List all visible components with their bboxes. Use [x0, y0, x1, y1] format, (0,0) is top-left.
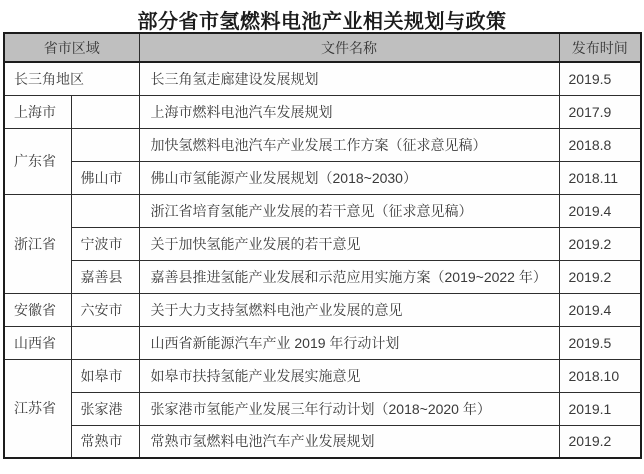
city-cell: [71, 326, 139, 359]
document-cell: 张家港市氢能产业发展三年行动计划（2018~2020 年）: [139, 392, 559, 425]
header-region: 省市区域: [4, 33, 139, 62]
table-row: [4, 161, 641, 194]
document-cell: 如皋市扶持氢能产业发展实施意见: [139, 359, 559, 392]
table-row: [4, 392, 641, 425]
city-cell: 宁波市: [71, 227, 139, 260]
city-cell: 张家港: [71, 392, 139, 425]
document-cell: 浙江省培育氢能产业发展的若干意见（征求意见稿）: [139, 194, 559, 227]
region-cell: 长三角地区: [4, 62, 139, 95]
city-cell: 六安市: [71, 293, 139, 326]
date-cell: 2019.2: [559, 227, 641, 260]
table-row: [4, 359, 641, 392]
table-row: [4, 227, 641, 260]
date-cell: 2019.2: [559, 260, 641, 293]
policy-table: [3, 32, 642, 459]
date-cell: 2018.10: [559, 359, 641, 392]
region-cell: 广东省: [4, 128, 71, 194]
table-row: [4, 293, 641, 326]
header-date: 发布时间: [559, 33, 641, 62]
date-cell: 2019.4: [559, 293, 641, 326]
city-cell: [71, 128, 139, 161]
page-title: 部分省市氢燃料电池产业相关规划与政策: [137, 11, 507, 33]
city-cell: [71, 95, 139, 128]
city-cell: 佛山市: [71, 161, 139, 194]
table-row: [4, 260, 641, 293]
table-row: [4, 95, 641, 128]
date-cell: 2019.2: [559, 425, 641, 458]
table-row: [4, 62, 641, 95]
date-cell: 2018.11: [559, 161, 641, 194]
region-cell: 山西省: [4, 326, 71, 359]
table-row: [4, 128, 641, 161]
document-cell: 关于加快氢能产业发展的若干意见: [139, 227, 559, 260]
region-cell: 上海市: [4, 95, 71, 128]
document-cell: 加快氢燃料电池汽车产业发展工作方案（征求意见稿）: [139, 128, 559, 161]
city-cell: 常熟市: [71, 425, 139, 458]
header-document: 文件名称: [139, 33, 559, 62]
region-cell: 安徽省: [4, 293, 71, 326]
table-row: [4, 194, 641, 227]
document-cell: 关于大力支持氢燃料电池产业发展的意见: [139, 293, 559, 326]
region-cell: 江苏省: [4, 359, 71, 458]
city-cell: [71, 194, 139, 227]
date-cell: 2019.5: [559, 326, 641, 359]
date-cell: 2019.1: [559, 392, 641, 425]
document-cell: 常熟市氢燃料电池汽车产业发展规划: [139, 425, 559, 458]
header-row: [4, 33, 641, 62]
date-cell: 2019.4: [559, 194, 641, 227]
document-cell: 长三角氢走廊建设发展规划: [139, 62, 559, 95]
table-row: [4, 425, 641, 458]
document-cell: 嘉善县推进氢能产业发展和示范应用实施方案（2019~2022 年）: [139, 260, 559, 293]
region-cell: 浙江省: [4, 194, 71, 293]
document-cell: 山西省新能源汽车产业 2019 年行动计划: [139, 326, 559, 359]
date-cell: 2018.8: [559, 128, 641, 161]
city-cell: 嘉善县: [71, 260, 139, 293]
table-row: [4, 326, 641, 359]
date-cell: 2017.9: [559, 95, 641, 128]
document-cell: 佛山市氢能源产业发展规划（2018~2030）: [139, 161, 559, 194]
city-cell: 如皋市: [71, 359, 139, 392]
document-cell: 上海市燃料电池汽车发展规划: [139, 95, 559, 128]
date-cell: 2019.5: [559, 62, 641, 95]
